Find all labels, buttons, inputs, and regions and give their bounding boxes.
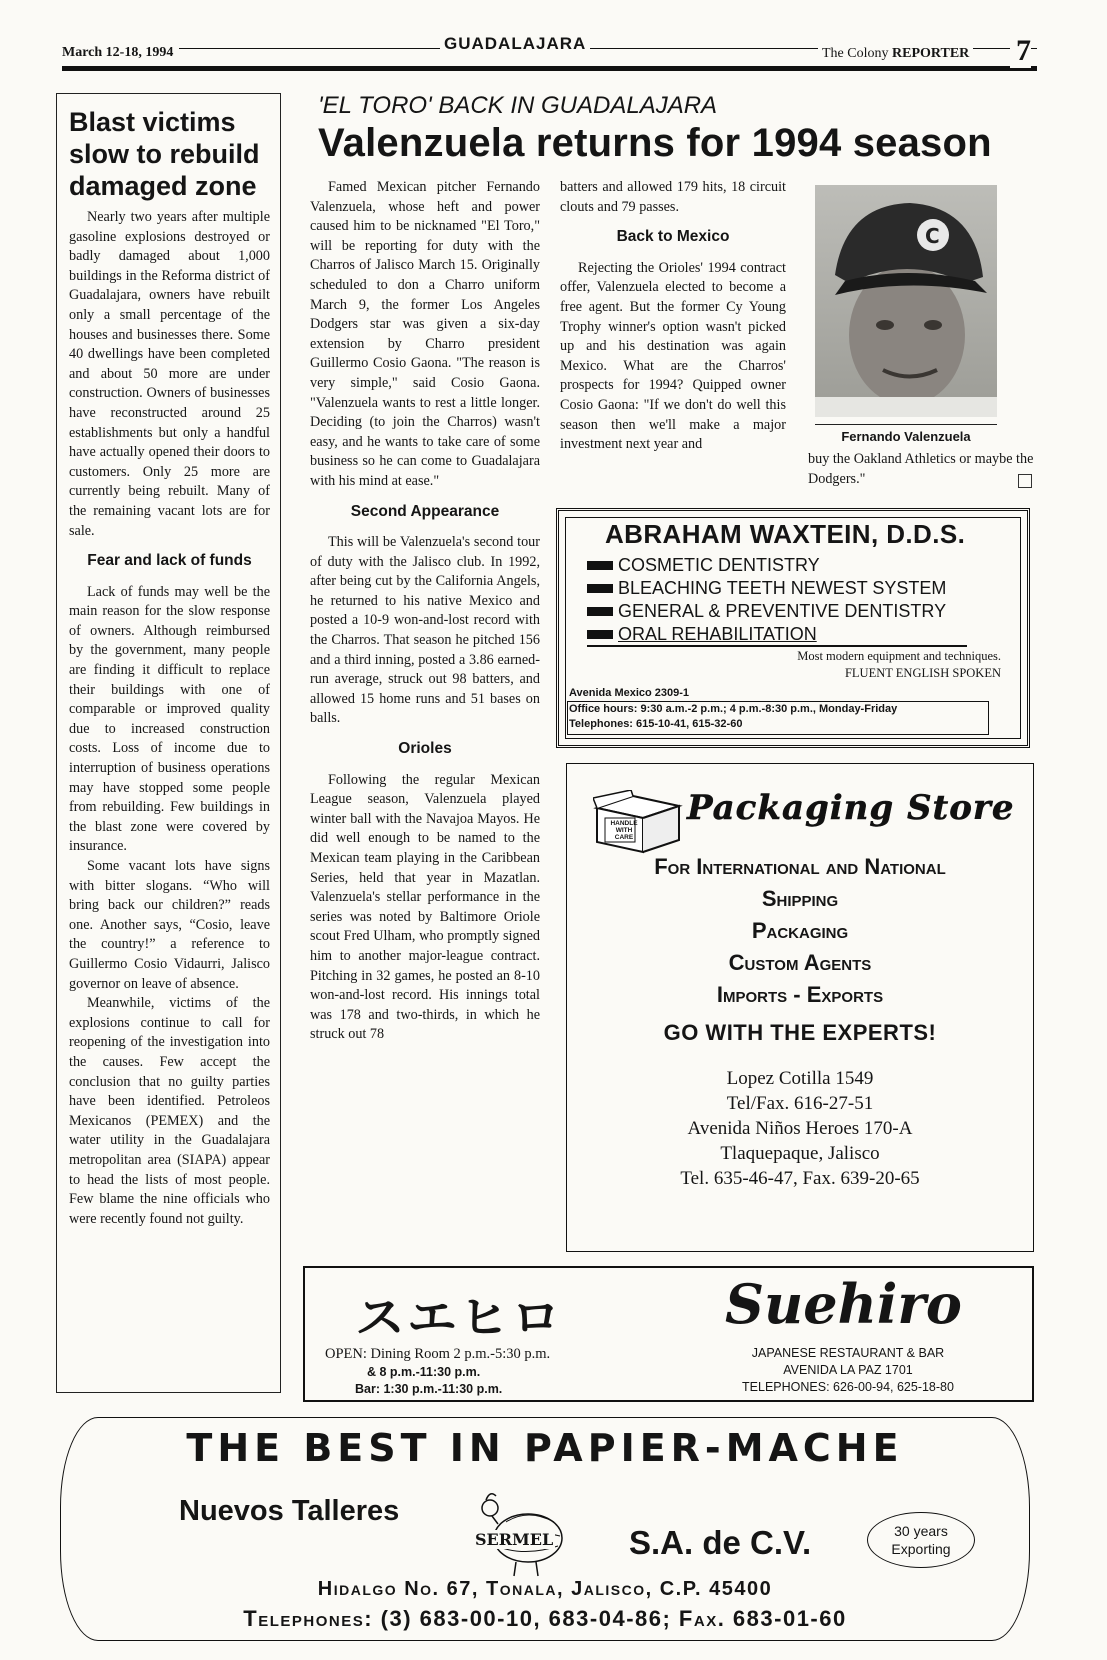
- address-line: Tel/Fax. 616-27-51: [726, 1093, 874, 1114]
- dentist-note: Most modern equipment and techniques.: [797, 649, 1001, 663]
- dentist-phones: Telephones: 615-10-41, 615-32-60: [569, 718, 743, 730]
- service-line: Packaging: [751, 918, 849, 943]
- packaging-ad: [566, 763, 1034, 1252]
- papier-company: S.A. de C.V.: [629, 1524, 812, 1561]
- paper-name-bold: REPORTER: [892, 46, 970, 61]
- paragraph: batters and allowed 179 hits, 18 circuit clouts and 79 passes.: [560, 179, 786, 215]
- article-headline: Valenzuela returns for 1994 season: [318, 121, 992, 165]
- paper-name: [818, 46, 973, 62]
- restaurant-hours-2: & 8 p.m.-11:30 p.m.: [367, 1365, 481, 1379]
- dentist-hours: Office hours: 9:30 a.m.-2 p.m.; 4 p.m.-8:30 p.m., Monday-Friday: [569, 703, 898, 715]
- slogan: GO WITH THE EXPERTS!: [663, 1020, 937, 1045]
- service-line: Imports - Exports: [716, 982, 884, 1007]
- address-line: Lopez Cotilla 1549: [726, 1068, 874, 1089]
- badge-line: Exporting: [891, 1541, 951, 1557]
- sidebar-story: [56, 93, 281, 1393]
- bullet-icon: [587, 584, 613, 593]
- service-label: GENERAL & PREVENTIVE DENTISTRY: [618, 601, 947, 621]
- address-line: Tel. 635-46-47, Fax. 639-20-65: [680, 1168, 920, 1189]
- subheading: Second Appearance: [350, 502, 500, 520]
- papier-telephones: Telephones: (3) 683-00-10, 683-04-86; Fax. 683-01-60: [243, 1606, 847, 1631]
- service-line: Shipping: [761, 886, 839, 911]
- restaurant-type: JAPANESE RESTAURANT & BAR: [751, 1346, 945, 1360]
- header-rule-thick: [62, 66, 1037, 71]
- service-label: COSMETIC DENTISTRY: [618, 555, 820, 575]
- paragraph: This will be Valenzuela's second tour of duty with the Jalisco club. In 1992, after being cut by the California Angels, he returned to his native Mexico and posted a 10-9 won-and-lost record with the Charros. That season he pitched 156 and a third inning, posted a 3.86 earned-run average, struck out 98 batters, and allowed 15 home runs and 51 bases on balls.: [310, 534, 540, 727]
- service-label: BLEACHING TEETH NEWEST SYSTEM: [618, 578, 947, 598]
- paragraph: Famed Mexican pitcher Fernando Valenzuela, whose heft and power caused him to be nicknamed "El Toro," will be reporting for duty with the Charros of Jalisco March 15. Originally scheduled to don a Charro uniform March 9, the former Los Angeles Dodgers star was given a six-day extension by Charro president Guillermo Cosio Gaona. "The reason is very simple," said Cosio Gaona. "Valenzuela wants to rest a little longer. Deciding (to join the Charros) wasn't easy, and he wants to take care of some business so he can come to Guadalajara with his mind at ease.": [310, 179, 540, 489]
- article-column-2: [560, 178, 786, 455]
- sidebar-headline-line: slow to rebuild: [69, 139, 260, 169]
- dentist-ad: [556, 508, 1030, 748]
- address-line: Tlaquepaque, Jalisco: [720, 1143, 880, 1164]
- subheading: Orioles: [398, 740, 452, 758]
- section-title: GUADALAJARA: [440, 34, 590, 54]
- box-label: HANDLE WITH CARE: [610, 820, 638, 841]
- paragraph: Some vacant lots have signs with bitter slogans. “Who will bring back our children?” reads one. Another says, “Cosio, leave the country!” a reference to Guillermo Cosio Vidaurri, Jalisco governor on leave of absence.: [69, 858, 270, 992]
- paragraph: buy the Oakland Athletics or maybe the Dodgers.": [808, 451, 1034, 487]
- paragraph: Nearly two years after multiple gasoline explosions destroyed or badly damaged about 1,000 buildings in the Reforma district of Guadalajara, owners have rebuilt only a small percentage of the houses and businesses there. Some 40 dwellings have been completed and about 50 more are under construction. Owners of businesses have reconstructed around 25 establishments but only a handful have actually opened their doors to customers. Only 25 more are currently being rebuilt. Many of the remaining vacant lots are for sale.: [69, 209, 270, 539]
- address-line: Avenida Niños Heroes 170-A: [687, 1118, 913, 1139]
- paragraph: Lack of funds may well be the main reason for the slow response of owners. Although reimbursed by the government, many people are finding it difficult to replace their buildings with one of comparable or improved quality due to increased construction costs. Loss of income due to interruption of business operations may have stopped some people from rebuilding. Few buildings in the blast zone were covered by insurance.: [69, 583, 270, 855]
- restaurant-logo: Suehiro: [725, 1272, 962, 1336]
- service-item: [587, 555, 820, 576]
- sidebar-headline: [69, 106, 270, 202]
- restaurant-hours: OPEN: Dining Room 2 p.m.-5:30 p.m.: [325, 1346, 551, 1362]
- bullet-icon: [587, 630, 613, 639]
- article-column-3: [808, 450, 1034, 489]
- bar-hours: Bar: 1:30 p.m.-11:30 p.m.: [355, 1382, 503, 1396]
- page-number: 7: [1010, 34, 1031, 68]
- restaurant-logo-japanese: スエヒロ: [355, 1291, 563, 1344]
- restaurant-phones: TELEPHONES: 626-00-94, 625-18-80: [742, 1380, 954, 1394]
- papier-mache-ad: [60, 1417, 1030, 1641]
- end-mark: [1018, 474, 1032, 488]
- bullet-icon: [587, 561, 613, 570]
- photo-caption: Fernando Valenzuela: [815, 424, 997, 444]
- bullet-icon: [587, 607, 613, 616]
- issue-date: March 12-18, 1994: [62, 45, 179, 61]
- restaurant-ad: [303, 1266, 1034, 1402]
- paper-prefix: The Colony: [822, 46, 889, 61]
- player-photo: [815, 185, 997, 417]
- papier-logo-text: SERMEL: [475, 1530, 554, 1549]
- divider: [587, 645, 967, 647]
- restaurant-address: AVENIDA LA PAZ 1701: [783, 1363, 913, 1377]
- paragraph: Meanwhile, victims of the explosions continue to call for reopening of the investigation into the causes. Few accept the conclusion that no guilty parties have been identified. Petroleos Mexicanos (PEMEX) and the water utility in the Guadalajara metropolitan area (SIAPA) appear to head the lists of most people. Few blame the nine officials who were recently found not guilty.: [69, 995, 270, 1227]
- service-item: [587, 624, 817, 645]
- years-badge: [867, 1512, 975, 1568]
- packaging-logo: Packaging Store: [687, 788, 1015, 828]
- player-photo-illustration: [815, 185, 997, 417]
- dentist-name: ABRAHAM WAXTEIN, D.D.S.: [605, 519, 966, 549]
- service-item: [587, 601, 946, 622]
- papier-address: Hidalgo No. 67, Tonala, Jalisco, C.P. 45400: [317, 1578, 773, 1600]
- subheading: Fear and lack of funds: [87, 552, 252, 570]
- service-label: ORAL REHABILITATION: [618, 624, 817, 644]
- sidebar-headline-line: damaged zone: [69, 171, 257, 201]
- dentist-address: Avenida Mexico 2309-1: [569, 687, 690, 699]
- service-line: For International and National: [654, 854, 946, 879]
- sidebar-headline-line: Blast victims: [69, 107, 236, 137]
- service-item: [587, 578, 946, 599]
- paragraph: Following the regular Mexican League season, Valenzuela played winter ball with the Navajoa Mayos. He did well enough to be named to the Mexican team playing in the Caribbean Series, held that year in Mazatlan. Valenzuela's stellar performance in the series was noted by Baltimore Oriole scout Fred Ulham, who promptly signed him to another major-league contract. Pitching in 32 games, he posted an 8-10 won-and-lost record. His innings total was 178 and two-thirds, in which he struck out 78: [310, 771, 540, 1043]
- dentist-note: FLUENT ENGLISH SPOKEN: [844, 666, 1001, 680]
- badge-line: 30 years: [894, 1523, 948, 1539]
- papier-subtitle: Nuevos Talleres: [179, 1495, 400, 1527]
- article-kicker: 'EL TORO' BACK IN GUADALAJARA: [318, 92, 718, 119]
- subheading: Back to Mexico: [616, 228, 730, 246]
- paragraph: Rejecting the Orioles' 1994 contract offer, Valenzuela elected to become a free agent. But the former Cy Young Trophy winner's option wasn't picked up and his destination was again Mexico. What are the Charros' prospects for 1994? Quipped owner Cosio Gaona: "If we don't do well this season then we'll make a major investment next year and: [560, 259, 786, 453]
- papier-title: THE BEST IN PAPIER-MACHE: [186, 1426, 904, 1470]
- service-line: Custom Agents: [728, 950, 872, 975]
- sidebar-body: [69, 208, 270, 1229]
- svg-text:C: C: [925, 224, 940, 248]
- article-column-1: [310, 178, 540, 1045]
